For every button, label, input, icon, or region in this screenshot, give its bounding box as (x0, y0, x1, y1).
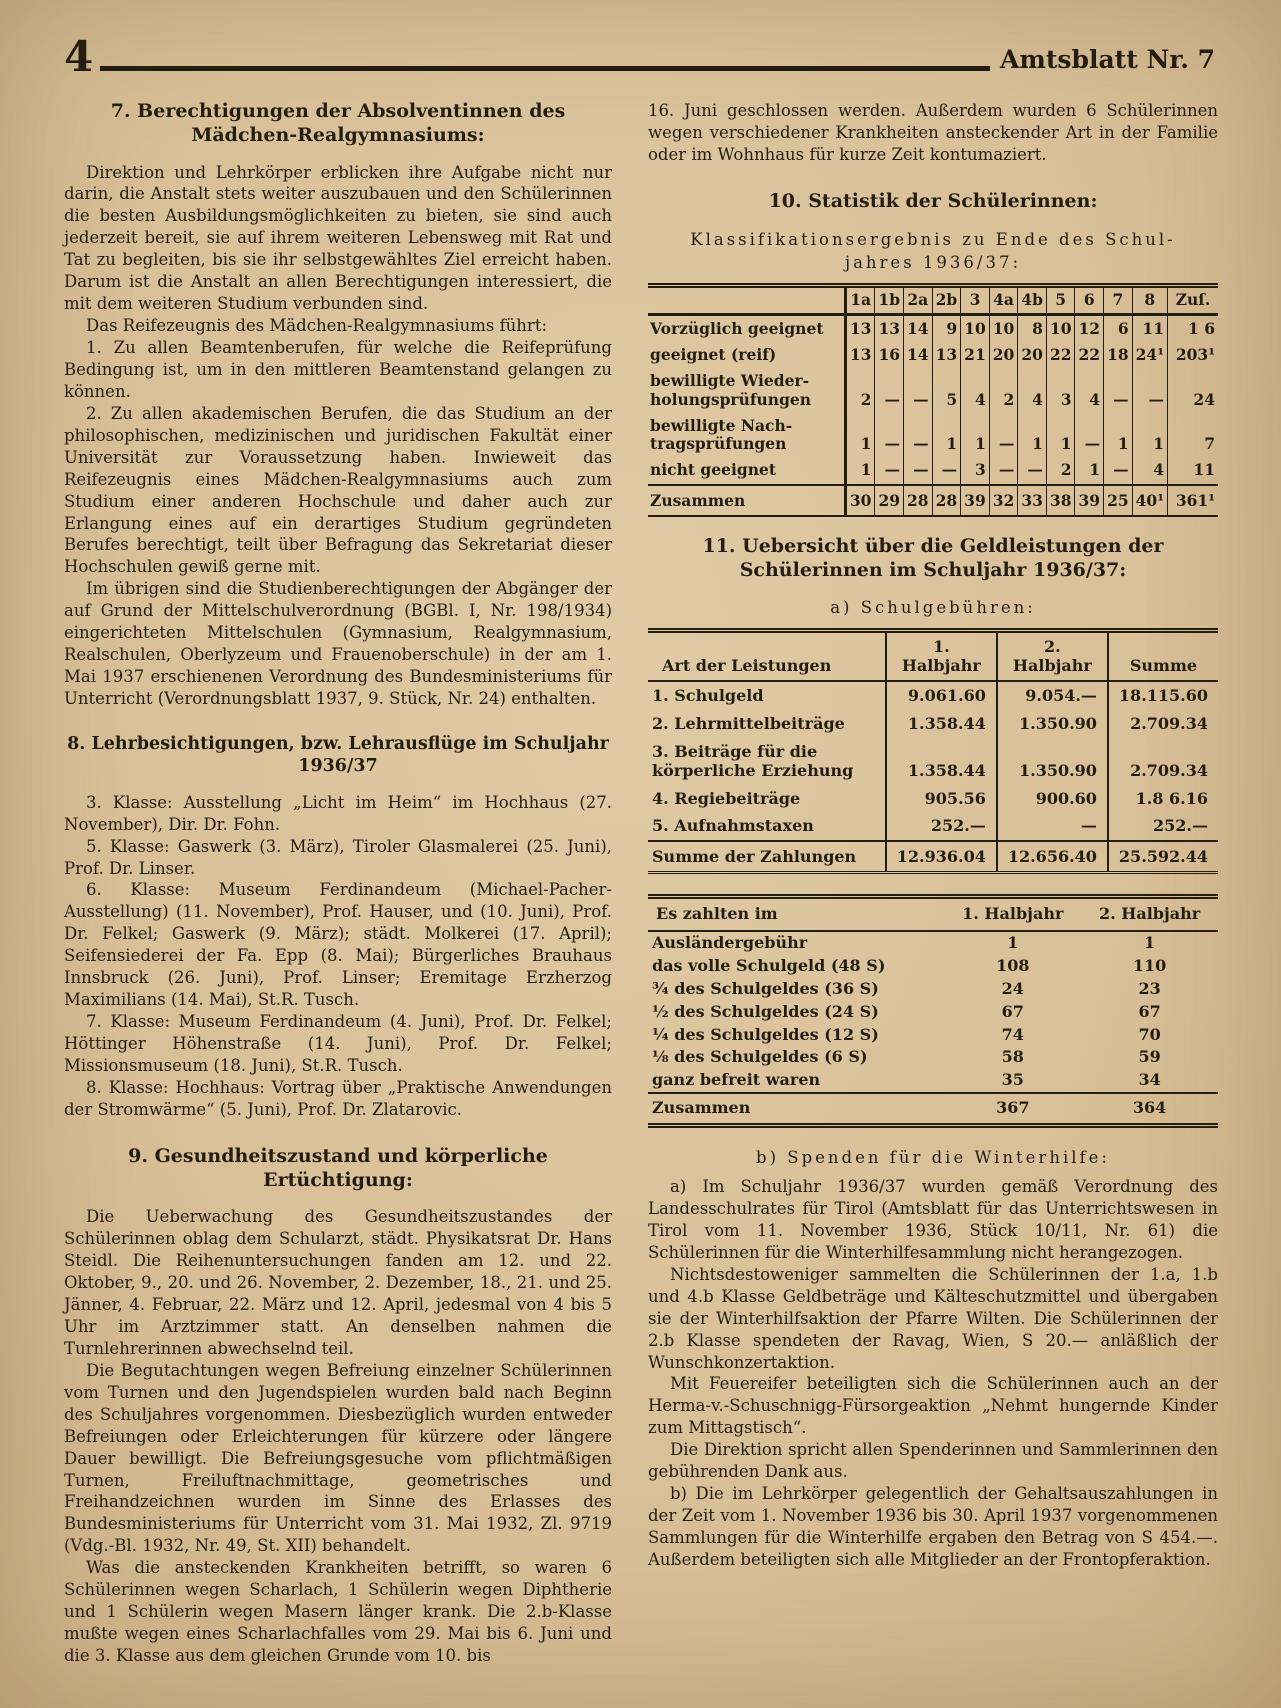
value-cell: — (875, 413, 904, 458)
value-cell: 70 (1138, 1024, 1161, 1044)
value-cell: — (904, 368, 933, 413)
excursion-item: 3. Klasse: Ausstellung „Licht im Heim“ im Hochhaus (27. November), Dir. Dr. Fohn. (64, 792, 612, 834)
value-cell: 12.936.04 (886, 841, 997, 872)
row-label-cell (648, 286, 845, 314)
table-row (648, 955, 1218, 978)
value-cell: 20 (1018, 342, 1047, 368)
value-cell: 11 (1132, 314, 1167, 342)
value-cell: 2 (845, 368, 875, 413)
row-label-cell: ¼ des Schulgeldes (12 S) (652, 1024, 879, 1044)
value-cell: 1.350.90 (997, 738, 1108, 785)
value-cell: 16 (875, 342, 904, 368)
classification-table (648, 283, 1218, 517)
section8-heading: 8. Lehrbesichtigungen, bzw. Lehrausflüge im Schuljahr 1936/37 (67, 733, 609, 776)
value-cell: — (1132, 368, 1167, 413)
value-cell: 32 (989, 485, 1018, 516)
table-row (648, 931, 1218, 955)
value-cell: 1a (845, 286, 875, 314)
value-cell: 24 (1168, 368, 1219, 413)
value-cell: — (875, 368, 904, 413)
row-label-cell: 2. Lehrmittelbeiträge (652, 713, 845, 733)
section10-heading: 10. Statistik der Schülerinnen: (768, 189, 1098, 212)
value-cell: 20 (989, 342, 1018, 368)
value-cell: 367 (944, 1093, 1081, 1125)
value-cell: 9.054.— (997, 681, 1108, 710)
value-cell: — (1018, 457, 1047, 484)
value-cell: 24 (1001, 978, 1024, 998)
value-cell: — (1104, 368, 1133, 413)
excursion-item: 8. Klasse: Hochhaus: Vortrag über „Praktische Anwendungen der Stromwärme“ (5. Juni), Prof. Dr. Zlatarovic. (64, 1077, 612, 1119)
table-row (648, 413, 1218, 458)
value-cell: 4a (989, 286, 1018, 314)
page-number: 4 (64, 32, 95, 81)
value-cell: 4 (961, 368, 990, 413)
value-cell: 1 (845, 413, 875, 458)
table-row (648, 785, 1218, 813)
value-cell: 39 (1075, 485, 1104, 516)
value-cell: 25 (1104, 485, 1133, 516)
page-header (64, 32, 1215, 81)
value-cell: — (997, 812, 1108, 841)
value-cell: 21 (961, 342, 990, 368)
value-cell: 40¹ (1132, 485, 1167, 516)
table-row (648, 342, 1218, 368)
value-cell: 203¹ (1168, 342, 1219, 368)
value-cell: 30 (845, 485, 875, 516)
value-cell: 364 (1081, 1093, 1218, 1125)
table-row (648, 681, 1218, 710)
value-cell: 2b (932, 286, 961, 314)
table-header-row (648, 897, 1218, 931)
value-cell: 67 (1001, 1001, 1024, 1021)
value-cell: 22 (1075, 342, 1104, 368)
value-cell: 252.— (1108, 812, 1218, 841)
value-cell: 1 (1046, 413, 1075, 458)
row-label-cell: nicht geeignet (650, 460, 776, 480)
value-cell: 900.60 (997, 785, 1108, 813)
value-cell: 8 (1018, 314, 1047, 342)
value-cell: Summe (1108, 631, 1218, 681)
value-cell: 67 (1138, 1001, 1161, 1021)
table-total-row (648, 841, 1218, 872)
value-cell: 39 (961, 485, 990, 516)
value-cell: 1 (1007, 933, 1019, 953)
left-column (64, 100, 612, 1667)
value-cell: 108 (996, 955, 1030, 975)
value-cell: 110 (1132, 955, 1167, 975)
value-cell: 28 (932, 485, 961, 516)
paragraph: Im übrigen sind die Studienberechtigungen der Abgänger der auf Grund der Mittelschulverordnung (BGBl. I, Nr. 198/1934) eingerichteten Mittelschulen (Gymnasium, Realgymnasium, Realschulen, Oberlyzeum und Frauenoberschule) in der am 1. Mai 1937 erschienenen Verordnung des Bundesministeriums für Unterricht (Verordnungsblatt 1937, 9. Stück, Nr. 24) enthalten. (64, 579, 612, 708)
row-label-cell: ¾ des Schulgeldes (36 S) (652, 978, 879, 998)
table-total-row (648, 1093, 1218, 1125)
value-cell: 2 (989, 368, 1018, 413)
value-cell: 1. Halbjahr (944, 897, 1081, 931)
value-cell: 361¹ (1168, 485, 1219, 516)
row-label-cell: Art der Leistungen (648, 631, 886, 681)
row-label-cell: ½ des Schulgeldes (24 S) (652, 1001, 879, 1021)
paragraph: 1. Zu allen Beamtenberufen, für welche die Reifeprüfung Bedingung ist, um in den mittleren Beamtenstand gelangen zu können. (64, 338, 612, 401)
row-label-cell: das volle Schulgeld (48 S) (652, 955, 886, 975)
value-cell: 1 (1144, 933, 1156, 953)
value-cell: 18.115.60 (1108, 681, 1218, 710)
table-header-row (648, 286, 1218, 314)
paragraph: Mit Feuereifer beteiligten sich die Schülerinnen auch an der Herma-v.-Schuschnigg-Fürsorgeaktion „Nehmt hungernde Kinder zum Mittagstisch“. (648, 1374, 1218, 1438)
value-cell: 74 (1001, 1024, 1024, 1044)
row-label-cell: bewilligte Wiederholungsprüfungen (650, 371, 812, 409)
value-cell: 1b (875, 286, 904, 314)
row-label-cell: Zusammen (648, 1093, 944, 1125)
row-label-cell: Zusammen (648, 485, 845, 516)
value-cell: 9.061.60 (886, 681, 997, 710)
value-cell: 9 (932, 314, 961, 342)
row-label-cell: ganz befreit waren (652, 1070, 821, 1090)
header-rule (100, 66, 990, 71)
value-cell: 13 (875, 314, 904, 342)
paragraph: b) Die im Lehrkörper gelegentlich der Gehaltsauszahlungen in der Zeit vom 1. November 1936 bis 30. April 1937 vorgenommenen Sammlungen für die Winterhilfe ergaben den Betrag von S 454.—. Außerdem beteiligten sich alle Mitglieder an der Frontopferaktion. (648, 1484, 1218, 1569)
value-cell: 4 (1075, 368, 1104, 413)
value-cell: 14 (904, 342, 933, 368)
row-label-cell: geeignet (reif) (650, 344, 777, 364)
value-cell: 7 (1168, 413, 1219, 458)
value-cell: 7 (1104, 286, 1133, 314)
value-cell: 1. Halbjahr (886, 631, 997, 681)
value-cell: 6 (1104, 314, 1133, 342)
value-cell: 12 (1075, 314, 1104, 342)
excursion-item: 5. Klasse: Gaswerk (3. März), Tiroler Glasmalerei (25. Juni), Prof. Dr. Linser. (64, 836, 612, 878)
classification-subheading (648, 228, 1218, 276)
value-cell: 4 (1018, 368, 1047, 413)
table-row (648, 710, 1218, 738)
table-row (648, 314, 1218, 342)
value-cell: 22 (1046, 342, 1075, 368)
value-cell: 1.358.44 (886, 710, 997, 738)
value-cell: 5 (932, 368, 961, 413)
value-cell: 33 (1018, 485, 1047, 516)
value-cell: 5 (1046, 286, 1075, 314)
value-cell: 1 (1104, 413, 1133, 458)
row-label-cell: 3. Beiträge für die körperliche Erziehung (652, 741, 854, 780)
value-cell: 1 (961, 413, 990, 458)
value-cell: 28 (904, 485, 933, 516)
paragraph: Die Ueberwachung des Gesundheitszustandes der Schülerinnen oblag dem Schularzt, städt. Physikatsrat Dr. Hans Steidl. Die Reihenuntersuchungen fanden am 12. und 22. Oktober, 9., 20. und 26. November, 2. Dezember, 18., 21. und 25. Jänner, 4. Februar, 22. März und 12. April, jedesmal von 4 bis 5 Uhr im Arztzimmer statt. An denselben nahmen die Turnlehrerinnen abwechselnd teil. (64, 1207, 612, 1358)
value-cell: 4b (1018, 286, 1047, 314)
row-label-cell: Es zahlten im (648, 897, 944, 931)
table-row (648, 1024, 1218, 1047)
value-cell: 13 (845, 314, 875, 342)
value-cell: 905.56 (886, 785, 997, 813)
value-cell: 11 (1168, 457, 1219, 484)
value-cell: 3 (961, 286, 990, 314)
right-column (648, 100, 1218, 1667)
value-cell: 18 (1104, 342, 1133, 368)
paragraph: Die Begutachtungen wegen Befreiung einzelner Schülerinnen vom Turnen und den Jugendspielen wurden bald nach Beginn des Schuljahres vorgenommen. Diesbezüglich wurden entweder Befreiungen oder Erleichterungen für kürzere oder längere Dauer bewilligt. Die Befreiungsgesuche vom pflichtmäßigen Turnen, Freiluftnachmittage, geometrisches und Freihandzeichnen wurden im Sinne des Erlasses des Bundesministeriums für Unterricht vom 31. Mai 1932, Zl. 9719 (Vdg.-Bl. 1932, Nr. 49, St. XII) behandelt. (64, 1360, 612, 1556)
value-cell: — (989, 457, 1018, 484)
value-cell: 13 (845, 342, 875, 368)
value-cell: 252.— (886, 812, 997, 841)
value-cell: 1.350.90 (997, 710, 1108, 738)
table-row (648, 1001, 1218, 1024)
row-label-cell: Ausländergebühr (652, 933, 808, 953)
fees-table (648, 628, 1218, 874)
value-cell: — (932, 457, 961, 484)
section9-heading: 9. Gesundheitszustand und körperliche Ertüchtigung: (128, 1144, 548, 1191)
value-cell: 2. Halbjahr (997, 631, 1108, 681)
table-row (648, 1046, 1218, 1069)
value-cell: — (875, 457, 904, 484)
value-cell: 35 (1001, 1070, 1024, 1090)
row-label-cell: 4. Regiebeiträge (652, 788, 801, 808)
value-cell: 10 (1046, 314, 1075, 342)
paragraph: Was die ansteckenden Krankheiten betrifft, so waren 6 Schülerinnen wegen Scharlach, 1 Schülerin wegen Diphtherie und 1 Schülerin wegen Masern länger krank. Die 2.b-Klasse mußte wegen eines Scharlachfalles vom 29. Mai bis 6. Juni und die 3. Klasse aus dem gleichen Grunde vom 10. bis (64, 1558, 612, 1665)
paragraph: a) Im Schuljahr 1936/37 wurden gemäß Verordnung des Landesschulrates für Tirol (Amtsblatt für das Unterrichtswesen in Tirol vom 11. November 1936, Stück 10/11, Nr. 61) die Schülerinnen für die Winterhilfesammlung nicht herangezogen. (648, 1177, 1218, 1262)
continuation-paragraph: 16. Juni geschlossen werden. Außerdem wurden 6 Schülerinnen wegen verschiedener Krankheiten ansteckender Art in der Familie oder im Wohnhaus für kurze Zeit kontumaziert. (648, 101, 1218, 164)
fees-subheading: a) Schulgebühren: (830, 598, 1036, 618)
value-cell: 3 (1046, 368, 1075, 413)
donations-subheading: b) Spenden für die Winterhilfe: (756, 1148, 1110, 1168)
row-label-cell: Vorzüglich geeignet (650, 318, 824, 338)
table-header-row (648, 631, 1218, 681)
value-cell: 2. Halbjahr (1081, 897, 1218, 931)
paragraph: Direktion und Lehrkörper erblicken ihre Aufgabe nicht nur darin, die Anstalt stets weiter auszubauen und den Schülerinnen die besten Ausbildungsmöglichkeiten zu bieten, sie sind auch jederzeit bereit, sie auf ihrem weiteren Lebensweg mit Rat und Tat zu begleiten, bis sie ihr selbstgewähltes Ziel erreicht haben. Darum ist die Anstalt an allen Berechtigungen interessiert, die mit dem weiteren Studium verbunden sind. (64, 162, 612, 314)
value-cell: 14 (904, 314, 933, 342)
masthead-title: Amtsblatt Nr. 7 (1000, 44, 1215, 74)
value-cell: 13 (932, 342, 961, 368)
value-cell: 2a (904, 286, 933, 314)
value-cell: — (904, 457, 933, 484)
value-cell: — (1075, 413, 1104, 458)
table-row (648, 738, 1218, 785)
excursion-item: 6. Klasse: Museum Ferdinandeum (Michael-Pacher-Ausstellung) (11. November), Prof. Hauser, und (10. Juni), Prof. Dr. Felkel; Gaswerk (9. März); städt. Molkerei (17. April); Seifensiederei der Fa. Epp (8. Mai); Bürgerliches Brauhaus Innsbruck (26. Juni), Prof. Linser; Eremitage Erzherzog Maximilians (14. Mai), St.R. Tusch. (64, 880, 612, 1010)
value-cell: 1 6 (1168, 314, 1219, 342)
value-cell: 10 (961, 314, 990, 342)
table-row (648, 368, 1218, 413)
row-label-cell: 5. Aufnahmstaxen (652, 816, 814, 836)
table-row (648, 457, 1218, 484)
row-label-cell: bewilligte Nachtragsprüfungen (650, 415, 793, 454)
table-row (648, 1069, 1218, 1093)
classification-subheading-line1: Klassifikationsergebnis zu Ende des Schul- (690, 229, 1176, 249)
paragraph: Das Reifezeugnis des Mädchen-Realgymnasiums führt: (86, 316, 548, 336)
value-cell: 38 (1046, 485, 1075, 516)
value-cell: — (989, 413, 1018, 458)
value-cell: 34 (1138, 1070, 1161, 1090)
value-cell: 3 (961, 457, 990, 484)
value-cell: 2.709.34 (1108, 710, 1218, 738)
table-total-row (648, 485, 1218, 516)
value-cell: — (1104, 457, 1133, 484)
row-label-cell: 1. Schulgeld (652, 686, 764, 706)
row-label-cell: ⅛ des Schulgeldes (6 S) (652, 1047, 868, 1067)
classification-subheading-line2: jahres 1936/37: (844, 253, 1022, 273)
value-cell: 24¹ (1132, 342, 1167, 368)
value-cell: 2 (1046, 457, 1075, 484)
paragraph: Die Direktion spricht allen Spenderinnen und Sammlerinnen den gebührenden Dank aus. (648, 1440, 1218, 1482)
excursion-item: 7. Klasse: Museum Ferdinandeum (4. Juni), Prof. Dr. Felkel; Höttinger Höhenstraße (14. Juni), Prof. Dr. Felkel; Missionsmuseum (18. Juni), St.R. Tusch. (64, 1012, 612, 1075)
value-cell: 12.656.40 (997, 841, 1108, 872)
value-cell: Zuſ. (1168, 286, 1219, 314)
value-cell: 8 (1132, 286, 1167, 314)
value-cell: 1 (1132, 413, 1167, 458)
value-cell: 2.709.34 (1108, 738, 1218, 785)
two-column-body (64, 100, 1218, 1667)
value-cell: 29 (875, 485, 904, 516)
value-cell: 25.592.44 (1108, 841, 1218, 872)
value-cell: 58 (1001, 1047, 1024, 1067)
section7-heading: 7. Berechtigungen der Absolventinnen des Mädchen-Realgymnasiums: (110, 100, 566, 146)
value-cell: 6 (1075, 286, 1104, 314)
value-cell: 4 (1132, 457, 1167, 484)
row-label-cell: Summe der Zahlungen (648, 841, 886, 872)
value-cell: 23 (1138, 978, 1161, 998)
payers-table (648, 894, 1218, 1128)
value-cell: 1.8 6.16 (1108, 785, 1218, 813)
paragraph: Nichtsdestoweniger sammelten die Schülerinnen der 1.a, 1.b und 4.b Klasse Geldbeträge und Kälteschutzmittel und übergaben sie der Winterhilfsaktion der Pfarre Wilten. Die Schülerinnen der 2.b Klasse spendeten der Ravag, Wien, S 20.— anläßlich der Wunschkonzertaktion. (648, 1264, 1218, 1372)
value-cell: 1 (845, 457, 875, 484)
paragraph: 2. Zu allen akademischen Berufen, die das Studium an der philosophischen, medizinischen und juridischen Fakultät einer Universität zur Voraussetzung haben. Inwieweit das Reifezeugnis eines Mädchen-Realgymnasiums auch zum Studium einer anderen Hochschule und daher auch zur Erlangung eines auf ein derartiges Studium gegründeten Berufes berechtigt, teilt über Befragung das Sekretariat dieser Hochschulen gewiß gerne mit. (64, 403, 612, 577)
value-cell: 1.358.44 (886, 738, 997, 785)
value-cell: 1 (1075, 457, 1104, 484)
value-cell: 59 (1138, 1047, 1161, 1067)
value-cell: 1 (1018, 413, 1047, 458)
section11-heading: 11. Uebersicht über die Geldleistungen der Schülerinnen im Schuljahr 1936/37: (702, 534, 1164, 581)
value-cell: 1 (932, 413, 961, 458)
value-cell: — (904, 413, 933, 458)
value-cell: 10 (989, 314, 1018, 342)
table-row (648, 812, 1218, 841)
table-row (648, 978, 1218, 1001)
